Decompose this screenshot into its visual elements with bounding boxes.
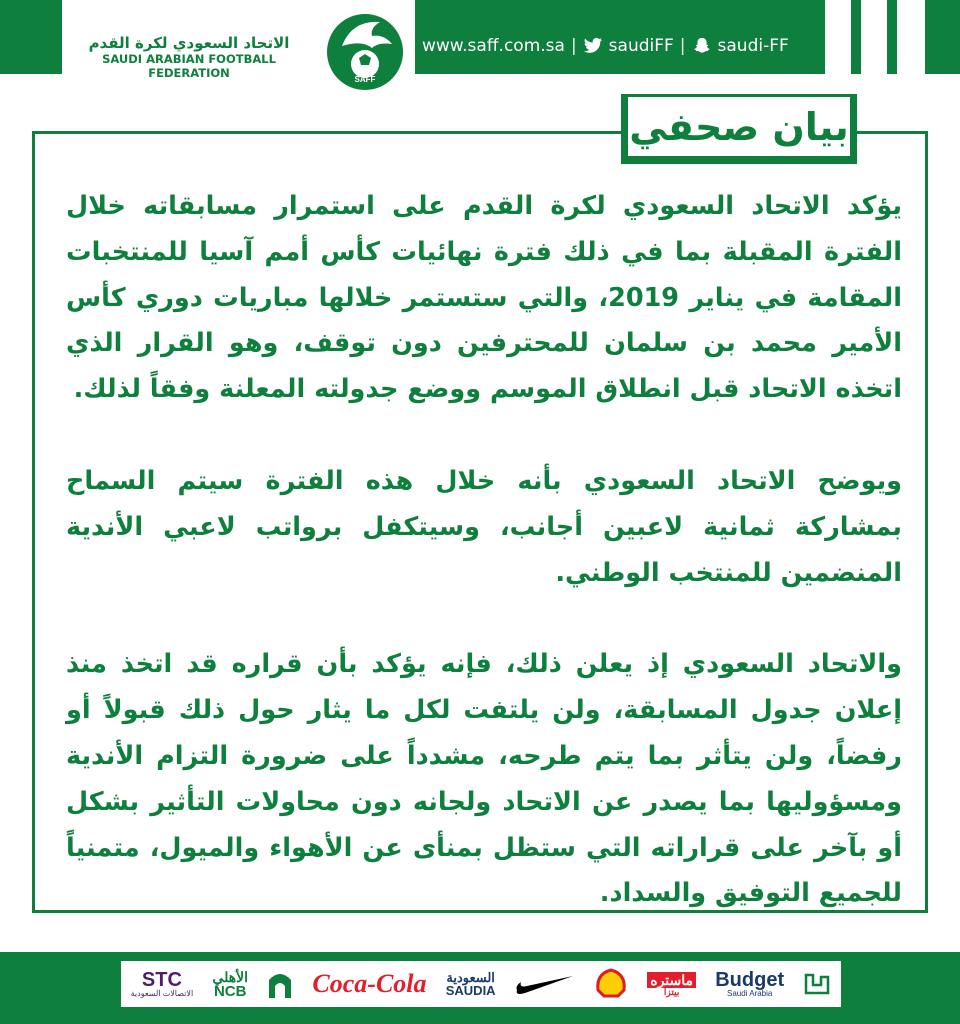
title-badge <box>628 97 850 156</box>
sponsor-masterah <box>647 972 696 997</box>
federation-name-arabic: الاتحاد السعودي لكرة القدم <box>88 34 290 52</box>
page-title: بيان صحفي <box>629 104 849 149</box>
snapchat-handle[interactable]: saudi-FF <box>717 36 789 56</box>
statement-paragraph: والاتحاد السعودي إذ يعلن ذلك، فإنه يؤكد بأن قراره قد اتخذ منذ إعلان جدول المسابقة، ولن يلتفت لكل ما يثار حول ذلك قبولاً أو رفضاً، ولن يتأثر بما يتم طرحه، مشدداً على ضرورة التزام الأندية ومسؤوليها بما يصدر عن الاتحاد ولجانه دون محاولات التأثير بشكل أو بآخر على قراراته التي ستظل بمنأى عن الأهواء والميول، متمنياً للجميع التوفيق والسداد. <box>66 649 902 909</box>
contact-links: www.saff.com.sa | saudiFF | saudi-FF <box>422 36 789 56</box>
sponsor-saudia <box>446 971 496 997</box>
saudia-english: SAUDIA <box>445 983 496 998</box>
stc-logo-text: STC <box>141 969 182 991</box>
nike-swoosh-icon <box>515 972 575 996</box>
sponsor-emblem-icon <box>803 971 831 997</box>
masterah-subtitle: بيتزا <box>663 986 680 997</box>
sponsor-cocacola <box>312 971 426 997</box>
ncb-english: NCB <box>213 982 247 1000</box>
shell-logo-icon <box>594 968 628 1000</box>
saff-logo <box>322 6 408 94</box>
budget-subtitle: Saudi Arabia <box>726 989 773 998</box>
stc-subtitle: الاتصالات السعودية <box>130 989 194 998</box>
twitter-handle[interactable]: saudiFF <box>608 36 674 56</box>
snapchat-icon <box>692 37 712 55</box>
statement-paragraph: يؤكد الاتحاد السعودي لكرة القدم على استمرار مسابقاته خلال الفترة المقبلة بما في ذلك فترة نهائيات كأس أمم آسيا للمنتخبات المقامة في يناير 2019، والتي ستستمر خلالها مباريات دوري كأس الأمير محمد بن سلمان للمحترفين دون توقف، وهو القرار الذي اتخذه الاتحاد قبل انطلاق الموسم ووضع جدولته المعلنة وفقاً لذلك. <box>66 191 902 405</box>
masterah-logo-text: ماستره <box>647 972 696 988</box>
sponsor-ncb <box>212 970 248 999</box>
header-stripe <box>851 0 861 74</box>
sponsor-budget <box>715 970 784 998</box>
sponsor-stc <box>131 970 194 998</box>
saudia-arabic: السعودية <box>446 970 495 985</box>
header-stripe <box>887 0 897 74</box>
logo-label: SAFF <box>354 75 376 84</box>
website-link[interactable]: www.saff.com.sa <box>422 36 565 56</box>
ncb-arabic: الأهلي <box>212 968 248 985</box>
header-bar-left <box>0 0 62 74</box>
federation-name-english: SAUDI ARABIAN FOOTBALL FEDERATION <box>102 52 276 80</box>
twitter-icon <box>583 37 603 55</box>
header-stripe <box>925 0 960 74</box>
statement-paragraph: ويوضح الاتحاد السعودي بأنه خلال هذه الفترة سيتم السماح بمشاركة ثمانية لاعبين أجانب، وسيتكفل برواتب لاعبي الأندية المنضمين للمنتخب الوطني. <box>66 465 902 588</box>
statement-body <box>66 184 902 963</box>
palace-icon <box>267 968 293 1000</box>
sponsor-strip <box>121 961 841 1007</box>
cocacola-logo-text: Coca-Cola <box>312 969 427 998</box>
budget-logo-text: Budget <box>715 969 785 991</box>
